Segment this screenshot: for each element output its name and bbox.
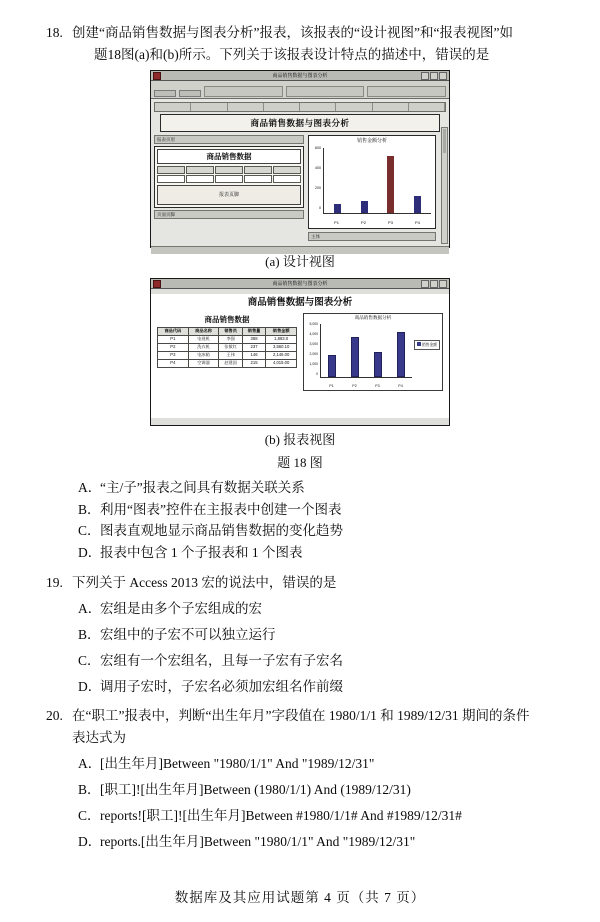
design-left-column [154, 135, 304, 243]
option-text: 利用“图表”控件在主报表中创建一个图表 [100, 501, 342, 517]
report-chart-title: 商品销售数据分析 [354, 314, 392, 320]
table-row [158, 359, 297, 367]
y-tick: 4,000 [309, 331, 318, 336]
option-text: reports![职工]![出生年月]Between #1980/1/1# And #1989/12/31# [100, 807, 462, 823]
design-view-window-title: 商品销售数据与图表分析 [272, 73, 328, 79]
figure-a [0, 70, 600, 270]
exam-page [0, 22, 600, 922]
cell-seller: 张敏红 [219, 343, 242, 351]
cell-amount: 1,883.0 [266, 335, 297, 343]
ribbon[interactable] [151, 81, 449, 99]
question-20-option-d [78, 831, 556, 853]
table-row [158, 351, 297, 359]
ruler-seg [155, 103, 191, 111]
ruler-seg [191, 103, 227, 111]
cell-seller: 王伟 [219, 351, 242, 359]
access-report-view-window [150, 278, 450, 426]
option-label: D． [78, 545, 102, 561]
grid-header-cell [157, 166, 185, 174]
subreport-control[interactable] [154, 146, 304, 208]
minimize-icon[interactable] [421, 280, 429, 288]
ruler-seg [409, 103, 445, 111]
x-tick: P4 [398, 383, 403, 388]
y-tick: 1,000 [309, 361, 318, 366]
question-18-option-a [78, 477, 556, 499]
option-text: 图表直观地显示商品销售数据的变化趋势 [100, 523, 343, 539]
report-view-window-title: 商品销售数据与图表分析 [272, 281, 328, 287]
option-text: 宏组有一个宏组名，且每一子宏有子宏名 [100, 652, 343, 668]
access-design-view-window [150, 70, 450, 248]
y-tick: 5,000 [309, 321, 318, 326]
maximize-icon[interactable] [430, 72, 438, 80]
question-18-option-b [78, 499, 556, 521]
question-20-number: 20. [46, 708, 63, 724]
option-label: B． [78, 501, 101, 517]
subreport-heading: 商品销售数据 [204, 314, 250, 324]
option-text: 宏组是由多个子宏组成的宏 [100, 601, 262, 617]
question-18-option-d [78, 542, 556, 564]
chart-x-axis [323, 220, 431, 225]
grid-cell [186, 175, 214, 183]
chart-bar [414, 196, 421, 213]
option-text: reports.[出生年月]Between "1980/1/1" And "1989/12/31" [100, 833, 416, 849]
question-19-stem: 下列关于 Access 2013 宏的说法中，错误的是 [72, 575, 337, 591]
band-report-header: 报表页眉 [154, 135, 304, 144]
question-19-option-b [78, 624, 556, 646]
question-18-stem-line2: 题18图(a)和(b)所示。下列关于该报表设计特点的描述中，错误的是 [94, 46, 490, 62]
cell-code: P3 [158, 351, 189, 359]
option-label: D． [78, 833, 102, 849]
ruler-seg [228, 103, 264, 111]
y-tick: 200 [315, 185, 321, 190]
chart-bar [397, 332, 405, 376]
figure-b-caption: (b) 报表视图 [264, 431, 336, 447]
band-detail: 主体 [308, 232, 436, 241]
question-20-option-b [78, 779, 556, 801]
x-tick: P2 [361, 219, 366, 225]
chart-y-axis [309, 146, 322, 214]
cell-code: P2 [158, 343, 189, 351]
grid-header-cell [244, 166, 272, 174]
option-label: C． [78, 523, 101, 539]
minimize-icon[interactable] [421, 72, 429, 80]
option-text: [出生年月]Between "1980/1/1" And "1989/12/31" [100, 756, 375, 772]
col-header-code: 商品代码 [158, 327, 189, 335]
report-chart-y-axis [304, 322, 319, 378]
option-label: C． [78, 807, 101, 823]
x-tick: P3 [388, 219, 393, 225]
close-icon[interactable] [439, 280, 447, 288]
y-tick: 0 [316, 371, 318, 376]
option-label: A． [78, 601, 102, 617]
chart-legend [414, 340, 440, 350]
question-19 [46, 572, 556, 594]
cell-name: 电视机 [188, 335, 219, 343]
grid-cell [157, 175, 185, 183]
table-header-row [158, 327, 297, 335]
y-tick: 0 [319, 205, 321, 210]
question-20-option-c [78, 805, 556, 827]
option-label: A． [78, 479, 102, 495]
ruler-seg [300, 103, 336, 111]
close-icon[interactable] [439, 72, 447, 80]
chart-bar [361, 201, 368, 213]
design-right-column [308, 135, 436, 243]
band-page-footer: 页面页脚 [154, 210, 304, 219]
question-19-option-c [78, 650, 556, 672]
option-label: D． [78, 678, 102, 694]
cell-name: 电冰箱 [188, 351, 219, 359]
question-18-option-c [78, 520, 556, 542]
window-controls[interactable] [421, 280, 447, 288]
question-20-stem [72, 705, 556, 749]
design-view-titlebar [151, 71, 449, 81]
option-text: 宏组中的子宏不可以独立运行 [100, 626, 276, 642]
chart-plot-area [323, 148, 431, 214]
cell-amount: 3,560.10 [266, 343, 297, 351]
report-canvas [151, 294, 449, 418]
option-text: 调用子宏时，子宏名必须加宏组名作前缀 [100, 678, 343, 694]
question-20-stem-line1: 在“职工”报表中，判断“出生年月”字段值在 1980/1/1 和 1989/12/31 期间的条件 [72, 708, 530, 724]
grid-header-cell [215, 166, 243, 174]
subreport-header-row [157, 166, 301, 174]
report-chart-plot [320, 324, 412, 378]
chart-bars [324, 148, 431, 213]
figure-a-caption: (a) 设计视图 [265, 253, 335, 269]
report-chart-bars [321, 324, 412, 377]
question-20-option-a [78, 753, 556, 775]
question-19-number: 19. [46, 575, 63, 591]
chart-bar [351, 337, 359, 377]
grid-cell [273, 175, 301, 183]
col-header-name: 商品名称 [188, 327, 219, 335]
option-label: B． [78, 782, 101, 798]
grid-cell [215, 175, 243, 183]
subreport-title: 商品销售数据 [157, 149, 301, 164]
cell-qty: 215 [242, 359, 265, 367]
col-header-seller: 销售员 [219, 327, 242, 335]
question-18-number: 18. [46, 25, 63, 40]
table-row [158, 335, 297, 343]
chart-bar [328, 355, 336, 377]
question-18 [46, 22, 556, 66]
x-tick: P3 [375, 383, 380, 388]
cell-code: P4 [158, 359, 189, 367]
scrollbar-thumb[interactable] [443, 129, 446, 153]
y-tick: 3,000 [309, 341, 318, 346]
x-tick: P2 [352, 383, 357, 388]
access-app-icon [153, 72, 161, 80]
question-20 [46, 705, 556, 749]
grid-header-cell [186, 166, 214, 174]
chart-bar [374, 352, 382, 377]
chart-bar [387, 156, 394, 213]
subreport-footer: 报表页脚 [157, 185, 301, 205]
question-18-stem [72, 22, 556, 66]
option-text: [职工]![出生年月]Between (1980/1/1) And (1989/12/31) [100, 782, 411, 798]
cell-seller: 赵建国 [219, 359, 242, 367]
page-footer: 数据库及其应用试题第 4 页（共 7 页） [174, 890, 426, 905]
window-controls[interactable] [421, 72, 447, 80]
question-19-option-a [78, 598, 556, 620]
cell-code: P1 [158, 335, 189, 343]
cell-qty: 368 [242, 335, 265, 343]
y-tick: 2,000 [309, 351, 318, 356]
legend-label: 销售金额 [421, 342, 437, 347]
ribbon-tab-1[interactable] [154, 90, 176, 97]
question-20-stem-line2: 表达式为 [72, 730, 126, 746]
ruler-seg [336, 103, 372, 111]
report-view-titlebar [151, 279, 449, 289]
ribbon-tab-2[interactable] [179, 90, 201, 97]
cell-amount: 4,015.00 [266, 359, 297, 367]
subreport-grid [157, 166, 301, 183]
cell-qty: 237 [242, 343, 265, 351]
option-label: B． [78, 626, 101, 642]
option-text: “主/子”报表之间具有数据关联关系 [100, 479, 305, 495]
ruler-seg [264, 103, 300, 111]
col-header-amount: 销售金额 [266, 327, 297, 335]
report-chart-control [303, 313, 443, 391]
report-subreport [157, 313, 297, 391]
option-label: C． [78, 652, 101, 668]
cell-name: 洗衣机 [188, 343, 219, 351]
cell-qty: 146 [242, 351, 265, 359]
col-header-qty: 销售量 [242, 327, 265, 335]
legend-swatch [417, 342, 421, 346]
sales-table [157, 327, 297, 368]
option-label: A． [78, 756, 102, 772]
figure-number-caption: 题 18 图 [277, 454, 323, 470]
x-tick: P1 [329, 383, 334, 388]
ribbon-group-3[interactable] [367, 86, 446, 97]
report-chart [303, 313, 443, 391]
access-app-icon [153, 280, 161, 288]
report-chart-x-axis [320, 384, 412, 388]
maximize-icon[interactable] [430, 280, 438, 288]
design-surface [151, 99, 449, 246]
report-title-control[interactable]: 商品销售数据与图表分析 [160, 114, 440, 132]
subreport-detail-row [157, 175, 301, 183]
chart-control[interactable] [308, 135, 436, 229]
ribbon-group-2[interactable] [286, 86, 365, 97]
question-18-stem-line1: 创建“商品销售数据与图表分析”报表，该报表的“设计视图”和“报表视图”如 [72, 25, 513, 40]
table-row [158, 343, 297, 351]
option-text: 报表中包含 1 个子报表和 1 个图表 [100, 545, 303, 561]
cell-amount: 2,146.00 [266, 351, 297, 359]
report-heading: 商品销售数据与图表分析 [247, 296, 353, 308]
vertical-scrollbar[interactable] [441, 127, 448, 244]
question-19-option-d [78, 676, 556, 698]
y-tick: 600 [315, 145, 321, 150]
cell-name: 空调器 [188, 359, 219, 367]
cell-seller: 李强 [219, 335, 242, 343]
x-tick: P1 [334, 219, 339, 225]
figure-b [0, 278, 600, 471]
chart-title: 销售金额分析 [356, 137, 387, 144]
ribbon-group-1[interactable] [204, 86, 283, 97]
ruler-seg [373, 103, 409, 111]
chart-bar [334, 204, 341, 213]
y-tick: 400 [315, 165, 321, 170]
grid-header-cell [273, 166, 301, 174]
x-tick: P4 [415, 219, 420, 225]
design-ruler [154, 102, 446, 112]
grid-cell [244, 175, 272, 183]
